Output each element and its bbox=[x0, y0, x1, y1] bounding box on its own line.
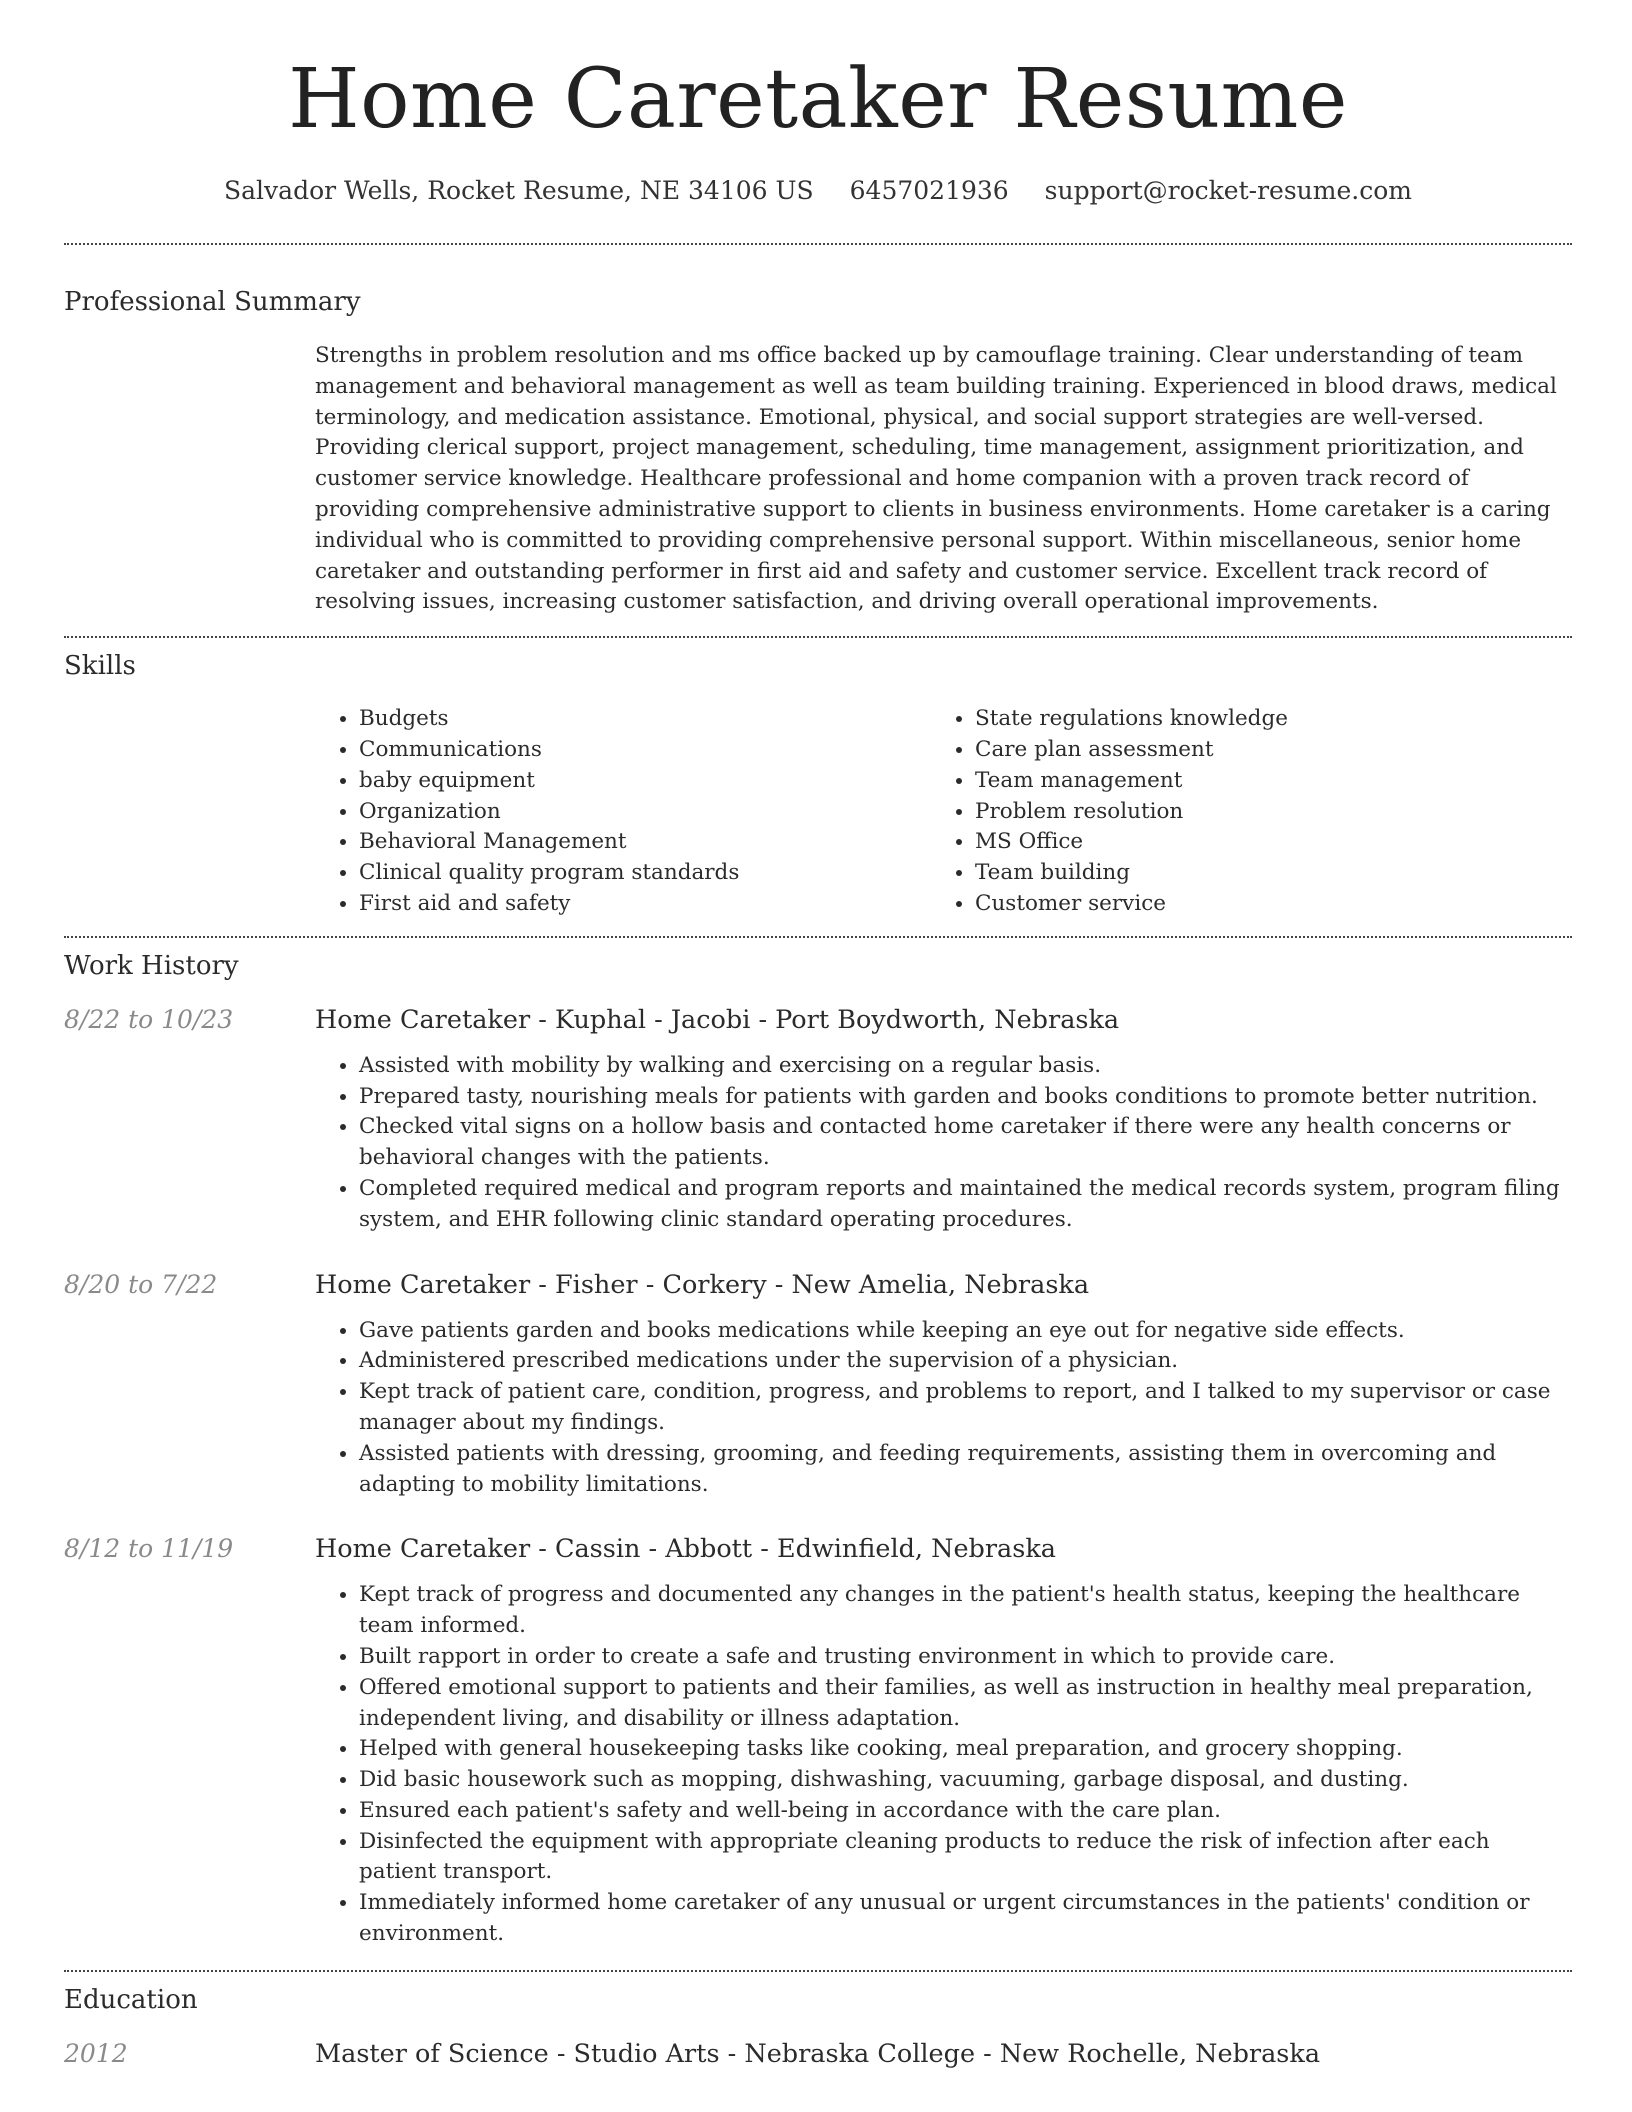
skill-item: • baby equipment bbox=[359, 766, 931, 797]
skill-item: • Team building bbox=[975, 858, 1547, 889]
job-bullet: • Did basic housework such as mopping, dishwashing, vacuuming, garbage disposal, and dusting. bbox=[359, 1765, 1572, 1796]
job-bullet: • Ensured each patient's safety and well-being in accordance with the care plan. bbox=[359, 1796, 1572, 1827]
education-heading: Education bbox=[64, 1984, 198, 2015]
contact-address: Salvador Wells, Rocket Resume, NE 34106 US bbox=[224, 176, 814, 205]
skills-heading: Skills bbox=[64, 651, 136, 682]
job-bullet: • Administered prescribed medications under the supervision of a physician. bbox=[359, 1346, 1572, 1377]
job-bullet: • Assisted patients with dressing, grooming, and feeding requirements, assisting them in overcoming and adapting to mobility limitations. bbox=[359, 1439, 1572, 1501]
skill-item: • Clinical quality program standards bbox=[359, 858, 931, 889]
contact-email: support@rocket-resume.com bbox=[1044, 176, 1412, 205]
skill-item: • Team management bbox=[975, 766, 1547, 797]
education-title: Master of Science - Studio Arts - Nebraska College - New Rochelle, Nebraska bbox=[315, 2038, 1321, 2069]
contact-phone: 6457021936 bbox=[849, 176, 1009, 205]
job-dates: 8/22 to 10/23 bbox=[64, 1004, 234, 1034]
contact-line bbox=[64, 175, 1572, 207]
section-divider bbox=[64, 1970, 1572, 1972]
skill-item: • MS Office bbox=[975, 827, 1547, 858]
section-divider bbox=[64, 936, 1572, 938]
job-bullet: • Disinfected the equipment with appropriate cleaning products to reduce the risk of infection after each patient transport. bbox=[359, 1827, 1572, 1889]
skills-column-left bbox=[315, 704, 931, 920]
job-bullet: • Kept track of progress and documented any changes in the patient's health status, keeping the healthcare team informed. bbox=[359, 1580, 1572, 1642]
job-bullet: • Assisted with mobility by walking and exercising on a regular basis. bbox=[359, 1051, 1572, 1082]
job-bullet: • Built rapport in order to create a safe and trusting environment in which to provide care. bbox=[359, 1642, 1572, 1673]
skill-item: • First aid and safety bbox=[359, 889, 931, 920]
section-divider bbox=[64, 636, 1572, 638]
job-bullet: • Prepared tasty, nourishing meals for patients with garden and books conditions to promote better nutrition. bbox=[359, 1082, 1572, 1113]
job-bullet: • Helped with general housekeeping tasks like cooking, meal preparation, and grocery shopping. bbox=[359, 1734, 1572, 1765]
skill-item: • Customer service bbox=[975, 889, 1547, 920]
job-dates: 8/20 to 7/22 bbox=[64, 1269, 218, 1299]
skill-item: • Behavioral Management bbox=[359, 827, 931, 858]
skill-item: • Care plan assessment bbox=[975, 735, 1547, 766]
job-bullet: • Immediately informed home caretaker of any unusual or urgent circumstances in the patients' condition or environment. bbox=[359, 1888, 1572, 1950]
summary-heading: Professional Summary bbox=[64, 287, 361, 317]
job-title: Home Caretaker - Cassin - Abbott - Edwinfield, Nebraska bbox=[315, 1534, 1056, 1565]
skill-item: • Organization bbox=[359, 797, 931, 828]
skill-item: • Communications bbox=[359, 735, 931, 766]
skill-item: • State regulations knowledge bbox=[975, 704, 1547, 735]
job-entry bbox=[64, 1003, 1572, 1236]
skill-item: • Budgets bbox=[359, 704, 931, 735]
job-title: Home Caretaker - Fisher - Corkery - New Amelia, Nebraska bbox=[315, 1269, 1090, 1300]
summary-text: Strengths in problem resolution and ms office backed up by camouflage training. Clear understanding of team management and behavioral management as well as team building training. Experienced in blood draws, medical terminology, and medication assistance. Emotional, physical, and social support strategies are well-versed. Providing clerical support, project management, scheduling, time management, assignment prioritization, and customer service knowledge. Healthcare professional and home companion with a proven track record of providing comprehensive administrative support to clients in business environments. Home caretaker is a caring individual who is committed to providing comprehensive personal support. Within miscellaneous, senior home caretaker and outstanding performer in first aid and safety and customer service. Excellent track record of resolving issues, increasing customer satisfaction, and driving overall operational improvements. bbox=[315, 343, 1557, 615]
job-bullet: • Completed required medical and program reports and maintained the medical records system, program filing system, and EHR following clinic standard operating procedures. bbox=[359, 1174, 1572, 1236]
job-bullet: • Kept track of patient care, condition, progress, and problems to report, and I talked to my supervisor or case manager about my findings. bbox=[359, 1377, 1572, 1439]
skills-list bbox=[315, 704, 1572, 920]
job-title: Home Caretaker - Kuphal - Jacobi - Port Boydworth, Nebraska bbox=[315, 1004, 1120, 1035]
skill-item: • Problem resolution bbox=[975, 797, 1547, 828]
job-dates: 8/12 to 11/19 bbox=[64, 1534, 234, 1564]
skills-column-right bbox=[931, 704, 1547, 920]
work-history-heading: Work History bbox=[64, 950, 239, 981]
job-entry bbox=[64, 1268, 1572, 1501]
resume-page bbox=[64, 0, 1572, 2071]
section-divider bbox=[64, 243, 1572, 245]
education-entry bbox=[64, 2037, 1572, 2071]
job-bullet: • Checked vital signs on a hollow basis and contacted home caretaker if there were any health concerns or behavioral changes with the patients. bbox=[359, 1112, 1572, 1174]
job-bullet: • Offered emotional support to patients and their families, as well as instruction in healthy meal preparation, independent living, and disability or illness adaptation. bbox=[359, 1673, 1572, 1735]
job-entry bbox=[64, 1532, 1572, 1950]
education-year: 2012 bbox=[64, 2038, 128, 2068]
job-bullet: • Gave patients garden and books medications while keeping an eye out for negative side effects. bbox=[359, 1316, 1572, 1347]
page-title: Home Caretaker Resume bbox=[288, 52, 1348, 147]
